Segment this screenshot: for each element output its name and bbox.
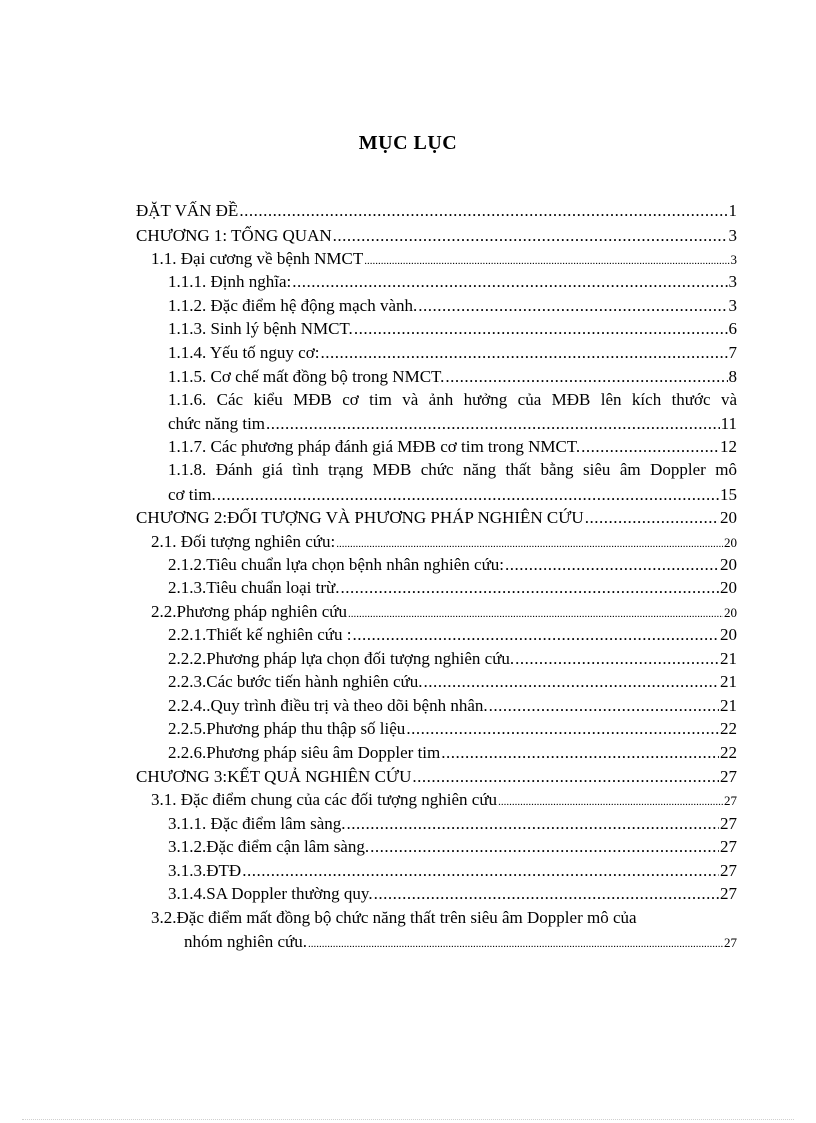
toc-entry-page: 21 (720, 696, 737, 715)
toc-entry-page: 27 (720, 861, 737, 880)
toc-entry-page: 27 (720, 767, 737, 786)
toc-leader-dots (292, 272, 727, 292)
toc-entry-label: 1.1.3. Sinh lý bệnh NMCT. (168, 319, 353, 338)
toc-entry-label: 3.1.2.Đặc điểm cận lâm sàng. (168, 837, 370, 856)
toc-leader-dots (364, 251, 729, 271)
toc-entry-label: CHƯƠNG 1: TỔNG QUAN (136, 226, 332, 245)
toc-entry-label: 2.2.Phương pháp nghiên cứu (151, 602, 347, 621)
toc-leader-dots (347, 814, 719, 834)
toc-entry-page: 12 (720, 437, 737, 456)
toc-leader-dots (239, 201, 727, 221)
toc-entry[interactable] (136, 226, 737, 246)
toc-leader-dots (266, 414, 720, 434)
toc-leader-dots (352, 625, 719, 645)
toc-entry[interactable] (184, 932, 737, 952)
toc-entry[interactable] (168, 625, 737, 645)
toc-entry-label: cơ tim. (168, 485, 216, 504)
toc-leader-dots (581, 437, 719, 457)
toc-entry-label: 1.1.2. Đặc điểm hệ động mạch vành. (168, 296, 418, 315)
toc-entry-page: 1 (728, 201, 737, 220)
toc-entry-label: 2.2.5.Phương pháp thu thập số liệu (168, 719, 406, 738)
toc-entry-page: 6 (728, 319, 737, 338)
page-bottom-divider (22, 1119, 794, 1120)
toc-entry-page: 3 (730, 252, 737, 267)
toc-entry-page: 20 (724, 535, 737, 550)
toc-entry[interactable] (168, 837, 737, 857)
toc-entry-label: 3.1. Đặc điểm chung của các đối tượng nghiên cứu (151, 790, 498, 809)
toc-entry[interactable] (151, 790, 737, 810)
toc-entry-label: 3.1.3.ĐTĐ (168, 861, 242, 880)
toc-entry-page: 27 (720, 837, 737, 856)
toc-entry-page: 7 (728, 343, 737, 362)
toc-entry-page: 27 (724, 793, 737, 808)
toc-entry-page: 20 (720, 508, 737, 527)
toc-entry-label: 1.1.7. Các phương pháp đánh giá MĐB cơ tim trong NMCT. (168, 437, 581, 456)
toc-entry[interactable] (168, 485, 737, 505)
toc-entry-label: nhóm nghiên cứu. (184, 932, 308, 951)
toc-entry[interactable] (136, 508, 737, 528)
toc-entry[interactable] (168, 719, 737, 739)
toc-entry-label: 2.1.3.Tiêu chuẩn loại trừ. (168, 578, 340, 597)
toc-entry-label: 2.1.2.Tiêu chuẩn lựa chọn bệnh nhân nghiên cứu: (168, 555, 505, 574)
toc-entry[interactable] (168, 861, 737, 881)
toc-entry-page: 3 (728, 272, 737, 291)
toc-leader-dots (412, 767, 719, 787)
toc-entry[interactable] (168, 437, 737, 457)
toc-leader-dots (320, 343, 727, 363)
toc-entry-page: 20 (720, 555, 737, 574)
toc-entry-label: 3.1.1. Đặc điểm lâm sàng. (168, 814, 346, 833)
toc-leader-dots (505, 555, 719, 575)
toc-leader-dots (333, 226, 728, 246)
toc-leader-dots (374, 884, 719, 904)
toc-entry-page: 3 (728, 226, 737, 245)
toc-entry-label: CHƯƠNG 2:ĐỐI TƯỢNG VÀ PHƯƠNG PHÁP NGHIÊN CỨU (136, 508, 584, 527)
toc-entry[interactable] (168, 319, 737, 339)
toc-entry-label: 1.1.4. Yếu tố nguy cơ: (168, 343, 320, 362)
toc-leader-dots (217, 485, 719, 505)
toc-leader-dots (348, 604, 723, 624)
page-title: MỤC LỤC (358, 132, 458, 154)
toc-leader-dots (445, 367, 727, 387)
toc-entry-page: 22 (720, 743, 737, 762)
toc-leader-dots (515, 649, 719, 669)
toc-entry[interactable] (168, 343, 737, 363)
toc-leader-dots (406, 719, 719, 739)
toc-entry-page: 11 (720, 414, 737, 433)
toc-entry[interactable] (168, 696, 737, 716)
toc-leader-dots (308, 934, 723, 954)
toc-entry[interactable] (168, 272, 737, 292)
toc-leader-dots (585, 508, 719, 528)
toc-entry[interactable] (168, 649, 737, 669)
toc-entry-label: 1.1. Đại cương về bệnh NMCT (151, 249, 364, 268)
toc-entry-label: chức năng tim (168, 414, 266, 433)
toc-entry-label: 2.1. Đối tượng nghiên cứu: (151, 532, 336, 551)
toc-entry[interactable] (168, 296, 737, 316)
toc-entry[interactable] (136, 201, 737, 221)
toc-leader-dots (498, 792, 723, 812)
toc-entry-line1[interactable]: 3.2.Đặc điểm mất đồng bộ chức năng thất trên siêu âm Doppler mô của (151, 908, 637, 927)
toc-entry-page: 27 (720, 884, 737, 903)
toc-leader-dots (354, 319, 728, 339)
toc-entry[interactable] (168, 367, 737, 387)
toc-entry-page: 8 (728, 367, 737, 386)
toc-entry[interactable] (168, 414, 737, 434)
toc-entry[interactable] (151, 602, 737, 622)
toc-leader-dots (370, 837, 719, 857)
toc-entry[interactable] (151, 249, 737, 269)
toc-entry-page: 21 (720, 649, 737, 668)
toc-leader-dots (341, 578, 720, 598)
toc-entry[interactable] (168, 884, 737, 904)
toc-entry-page: 3 (728, 296, 737, 315)
toc-leader-dots (242, 861, 719, 881)
toc-entry[interactable] (136, 767, 737, 787)
toc-entry-page: 22 (720, 719, 737, 738)
toc-leader-dots (336, 534, 723, 554)
toc-entry-line1[interactable]: 1.1.6. Các kiểu MĐB cơ tim và ảnh hưởng của MĐB lên kích thước và (168, 390, 737, 409)
toc-entry-label: CHƯƠNG 3:KẾT QUẢ NGHIÊN CỨU (136, 767, 412, 786)
toc-entry-label: 3.1.4.SA Doppler thường quy. (168, 884, 373, 903)
toc-entry-page: 20 (724, 605, 737, 620)
toc-entry-label: 1.1.1. Định nghĩa: (168, 272, 292, 291)
toc-entry-label: ĐẶT VẤN ĐỀ (136, 201, 239, 220)
toc-entry-page: 15 (720, 485, 737, 504)
toc-entry[interactable] (151, 532, 737, 552)
toc-entry-page: 27 (724, 935, 737, 950)
toc-entry-label: 2.2.2.Phương pháp lựa chọn đối tượng nghiên cứu. (168, 649, 515, 668)
toc-entry-label: 2.2.6.Phương pháp siêu âm Doppler tim (168, 743, 441, 762)
toc-leader-dots (441, 743, 719, 763)
toc-entry-label: 2.2.3.Các bước tiến hành nghiên cứu. (168, 672, 423, 691)
toc-entry-label: 2.2.4..Quy trình điều trị và theo dõi bệnh nhân. (168, 696, 488, 715)
toc-leader-dots (489, 696, 719, 716)
toc-entry[interactable] (168, 814, 737, 834)
toc-entry-page: 20 (720, 625, 737, 644)
toc-leader-dots (418, 296, 727, 316)
toc-entry[interactable] (168, 555, 737, 575)
toc-entry-page: 27 (720, 814, 737, 833)
toc-leader-dots (424, 672, 720, 692)
toc-entry-page: 20 (720, 578, 737, 597)
toc-entry-line1[interactable]: 1.1.8. Đánh giá tình trạng MĐB chức năng thất bằng siêu âm Doppler mô (168, 460, 737, 479)
toc-entry[interactable] (168, 743, 737, 763)
toc-entry-label: 1.1.5. Cơ chế mất đồng bộ trong NMCT. (168, 367, 445, 386)
toc-entry[interactable] (168, 672, 737, 692)
toc-entry[interactable] (168, 578, 737, 598)
toc-entry-page: 21 (720, 672, 737, 691)
toc-entry-label: 2.2.1.Thiết kế nghiên cứu : (168, 625, 352, 644)
